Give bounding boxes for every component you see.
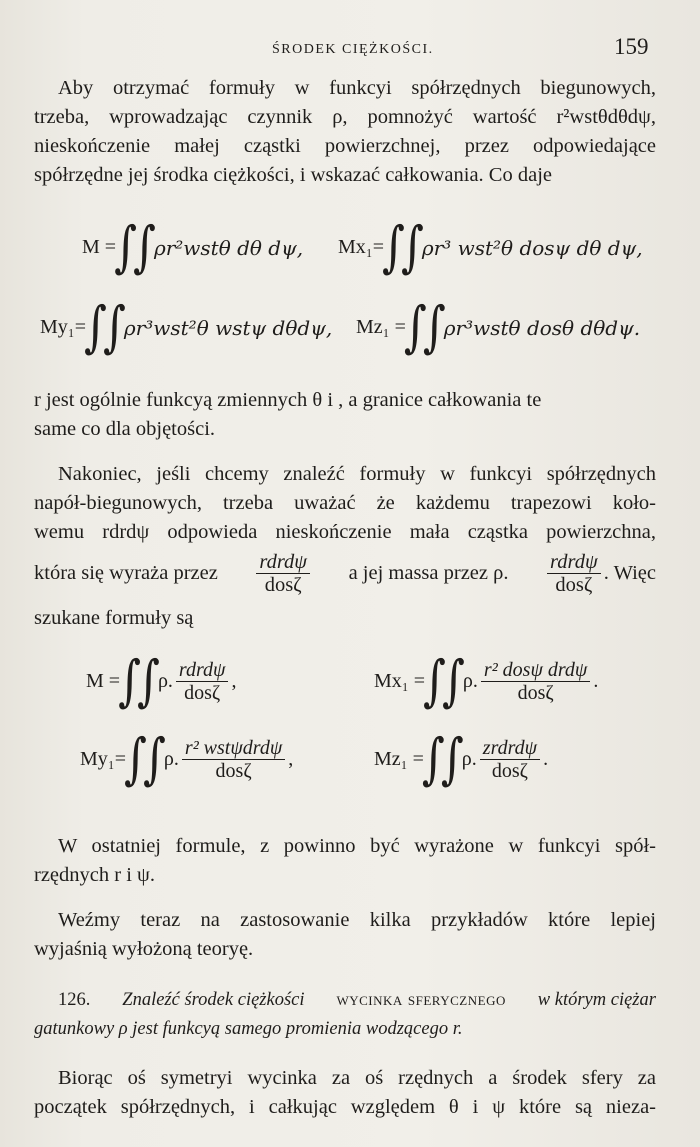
fraction-denominator: dosζ xyxy=(184,682,221,704)
integral-sign: ∫ xyxy=(422,295,446,360)
equation-punct: . xyxy=(543,748,549,770)
fraction-numerator: rdrdψ xyxy=(256,551,310,574)
equation-row-1 xyxy=(0,215,700,288)
fraction xyxy=(256,551,310,596)
text-line: szukane formuły są xyxy=(34,607,194,629)
section-126-heading xyxy=(34,986,656,1044)
text-line-with-fractions xyxy=(34,548,656,598)
paragraph-semipolar xyxy=(34,460,656,547)
equation-m-semipolar xyxy=(86,649,237,714)
integral-sign: ∫ xyxy=(400,215,424,280)
equation-factor: ρ. xyxy=(461,748,477,770)
paragraph-tail xyxy=(34,604,656,633)
integral-sign: ∫ xyxy=(84,295,107,360)
fraction-denominator: dosζ xyxy=(517,682,554,704)
fraction xyxy=(176,659,229,704)
text-line: W ostatniej formule, z powinno być wyrażone w funkcyi spół- xyxy=(58,835,656,857)
integral-sign: ∫ xyxy=(142,727,166,792)
equation-punct: , xyxy=(288,748,294,770)
text-segment: . Więc xyxy=(603,561,656,584)
equation-lhs: M = xyxy=(82,236,117,258)
integral-sign: ∫ xyxy=(102,295,126,360)
fraction xyxy=(481,659,590,704)
integral-sign: ∫ xyxy=(403,295,427,360)
fraction-denominator: dosζ xyxy=(215,760,252,782)
equation-factor: ρ. xyxy=(163,748,179,770)
equation-row-4 xyxy=(0,728,700,798)
equation-punct: , xyxy=(231,670,237,692)
fraction-numerator: r² wstψdrdψ xyxy=(182,737,285,760)
integral-sign: ∫ xyxy=(423,649,446,714)
equation-body: ρr³ wst²θ dosψ dθ dψ, xyxy=(421,235,643,260)
section-title-part: w którym ciężar xyxy=(537,990,656,1010)
fraction-numerator: rdrdψ xyxy=(547,551,601,574)
paragraph-last-formula xyxy=(34,832,656,890)
equation-mx-polar xyxy=(338,215,643,280)
fraction-denominator: dosζ xyxy=(555,573,593,596)
equation-factor: ρ. xyxy=(462,670,478,692)
text-line: wemu rdrdψ odpowieda nieskończenie mała cząstka powierzchna, xyxy=(34,521,656,543)
integral-sign: ∫ xyxy=(421,727,445,792)
text-line: Nakoniec, jeśli chcemy znaleźć formuły w funkcyi spółrzędnych xyxy=(58,463,656,485)
equation-lhs: Mx₁= xyxy=(338,236,385,258)
paragraph-symmetry xyxy=(34,1064,656,1122)
equation-m-polar xyxy=(82,215,304,280)
text-line: spółrzędne jej środka ciężkości, i wskazać całkowania. Co daje xyxy=(34,164,552,186)
integral-sign: ∫ xyxy=(118,649,141,714)
equation-mx-semipolar xyxy=(374,649,599,714)
text-line: Biorąc oś symetryi wycinka za oś rzędnych a środek sfery za xyxy=(58,1067,656,1089)
section-number: 126. xyxy=(58,990,91,1010)
paragraph-intro xyxy=(34,74,656,190)
text-line: trzeba, wprowadzając czynnik ρ, pomnożyć wartość r²wstθdθdψ, xyxy=(34,106,656,128)
integral-sign: ∫ xyxy=(440,727,464,792)
text-line: Weźmy teraz na zastosowanie kilka przykładów które lepiej xyxy=(58,909,656,931)
equation-row-3 xyxy=(0,650,700,720)
equation-lhs: My₁= xyxy=(40,316,87,338)
fraction-denominator: dosζ xyxy=(264,573,302,596)
text-line: Aby otrzymać formuły w funkcyi spółrzędnych biegunowych, xyxy=(58,77,656,99)
fraction-numerator: r² dosψ drdψ xyxy=(481,659,590,682)
fraction-numerator: zrdrdψ xyxy=(480,737,540,760)
section-title-smallcaps: wycinka sferycznego xyxy=(336,990,506,1010)
text-line: napół-biegunowych, trzeba uważać że każdemu trapezowi koło- xyxy=(34,492,656,514)
integral-sign: ∫ xyxy=(441,649,465,714)
equation-mz-polar xyxy=(356,295,641,360)
equation-body: ρr³wstθ dosθ dθdψ. xyxy=(443,315,641,340)
integral-sign: ∫ xyxy=(382,215,405,280)
equation-my-semipolar xyxy=(80,727,294,792)
equation-lhs: Mz₁ = xyxy=(356,316,406,338)
text-line: gatunkowy ρ jest funkcyą samego promienia wodzącego r. xyxy=(34,1019,463,1039)
integral-sign: ∫ xyxy=(114,215,137,280)
equation-lhs: Mx₁ = xyxy=(374,670,426,692)
equation-factor: ρ. xyxy=(157,670,173,692)
paragraph-limits xyxy=(34,386,656,444)
equation-my-polar xyxy=(40,295,333,360)
fraction-numerator: rdrdψ xyxy=(176,659,229,682)
page-header xyxy=(0,30,700,70)
equation-lhs: Mz₁ = xyxy=(374,748,424,770)
integral-sign: ∫ xyxy=(137,649,160,714)
page-number: 159 xyxy=(614,34,649,59)
text-line: wyjaśnią wyłożoną teoryę. xyxy=(34,938,254,960)
running-head: ŚRODEK CIĘŻKOŚCI. xyxy=(272,42,434,57)
equation-row-2 xyxy=(0,295,700,368)
equation-punct: . xyxy=(593,670,599,692)
text-line: rzędnych r i ψ. xyxy=(34,864,155,886)
section-title-part: Znaleźć środek ciężkości xyxy=(122,990,305,1010)
text-line: r jest ogólnie funkcyą zmiennych θ i , a granice całkowania te xyxy=(34,389,542,411)
text-segment: która się wyraża przez xyxy=(34,561,218,584)
text-line: nieskończenie małej cząstki powierzchnej, przez odpowiedające xyxy=(34,135,656,157)
equation-lhs: M = xyxy=(86,670,121,692)
equation-body: ρr³wst²θ wstψ dθdψ, xyxy=(123,315,333,340)
text-line: same co dla objętości. xyxy=(34,418,216,440)
integral-sign: ∫ xyxy=(133,215,156,280)
fraction xyxy=(480,737,540,782)
fraction-denominator: dosζ xyxy=(491,760,528,782)
equation-lhs: My₁= xyxy=(80,748,127,770)
fraction xyxy=(182,737,285,782)
fraction xyxy=(547,551,601,596)
equation-body: ρr²wstθ dθ dψ, xyxy=(153,235,304,260)
text-segment: a jej massa przez ρ. xyxy=(348,561,509,584)
text-line xyxy=(34,986,656,1015)
text-line: początek spółrzędnych, i całkując względem θ i ψ które są nieza- xyxy=(34,1096,656,1118)
paragraph-examples xyxy=(34,906,656,964)
integral-sign: ∫ xyxy=(124,727,147,792)
equation-mz-semipolar xyxy=(374,727,549,792)
